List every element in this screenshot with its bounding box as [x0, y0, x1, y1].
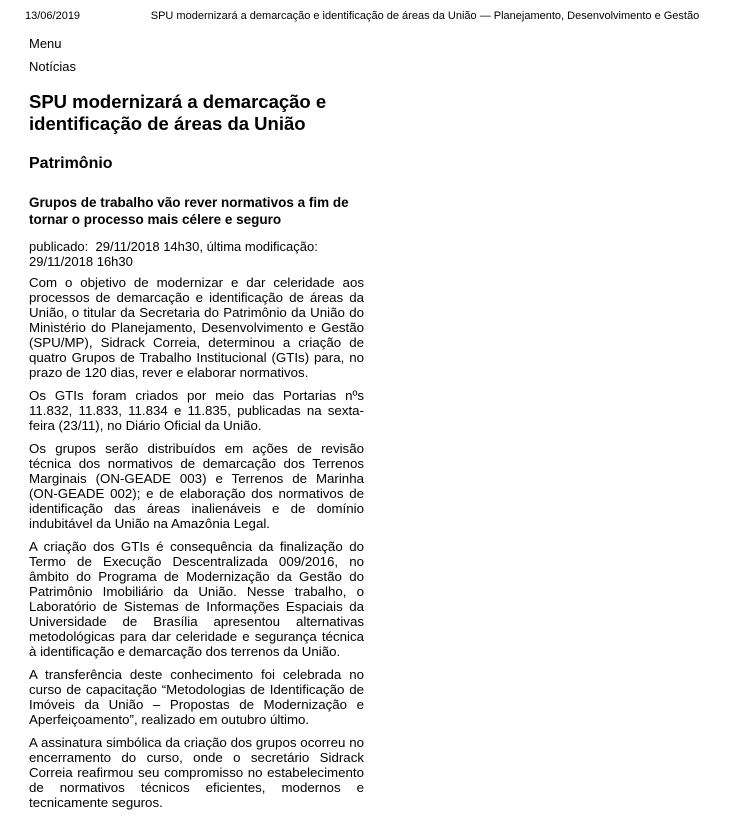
article-body [29, 275, 364, 810]
article-paragraph: A criação dos GTIs é consequência da finalização do Termo de Execução Descentralizada 009/2016, no âmbito do Programa de Modernização da Gestão do Patrimônio Imobiliário da União. Nesse trabalho, o Laboratório de Sistemas de Informações Espaciais da Universidade de Brasília apresentou alternativas metodológicas para dar celeridade e segurança técnica à identificação e demarcação dos terrenos da União. [29, 539, 364, 659]
print-date: 13/06/2019 [25, 10, 81, 22]
article-paragraph: Com o objetivo de modernizar e dar celeridade aos processos de demarcação e identificação de áreas da União, o titular da Secretaria do Patrimônio da União do Ministério do Planejamento, Desenvolvimento e Gestão (SPU/MP), Sidrack Correia, determinou a criação de quatro Grupos de Trabalho Institucional (GTIs) para, no prazo de 120 dias, rever e elaborar normativos. [29, 275, 364, 380]
article-subtitle: Grupos de trabalho vão rever normativos a fim de tornar o processo mais célere e seguro [29, 195, 349, 227]
print-document-title: SPU modernizará a demarcação e identificação de áreas da União — Planejamento, Desenvolvimento e Gestão [150, 10, 700, 22]
page-content [29, 37, 364, 810]
article-title: SPU modernizará a demarcação e identificação de áreas da União [29, 91, 327, 134]
site-nav [29, 37, 364, 73]
article-paragraph: A transferência deste conhecimento foi celebrada no curso de capacitação “Metodologias de Identificação de Imóveis da União – Propostas de Modernização e Aperfeiçoamento”, realizado em outubro último. [29, 667, 364, 727]
noticias-link[interactable]: Notícias [29, 59, 76, 74]
news-article [29, 91, 364, 810]
article-paragraph: Os GTIs foram criados por meio das Portarias nºs 11.832, 11.833, 11.834 e 11.835, publicadas na sexta-feira (23/11), no Diário Oficial da União. [29, 388, 364, 433]
article-paragraph: Os grupos serão distribuídos em ações de revisão técnica dos normativos de demarcação dos Terrenos Marginais (ON-GEADE 003) e Terrenos de Marinha (ON-GEADE 002); e de elaboração dos normativos de identificação das áreas inalienáveis e de domínio indubitável da União na Amazônia Legal. [29, 441, 364, 531]
menu-link[interactable]: Menu [29, 36, 62, 51]
article-category: Patrimônio [29, 155, 113, 172]
published-info: publicado: 29/11/2018 14h30, última modificação: 29/11/2018 16h30 [29, 239, 322, 269]
print-header [0, 0, 750, 22]
article-paragraph: A assinatura simbólica da criação dos grupos ocorreu no encerramento do curso, onde o secretário Sidrack Correia reafirmou seu compromisso no estabelecimento de normativos técnicos eficientes, modernos e tecnicamente seguros. [29, 735, 364, 810]
